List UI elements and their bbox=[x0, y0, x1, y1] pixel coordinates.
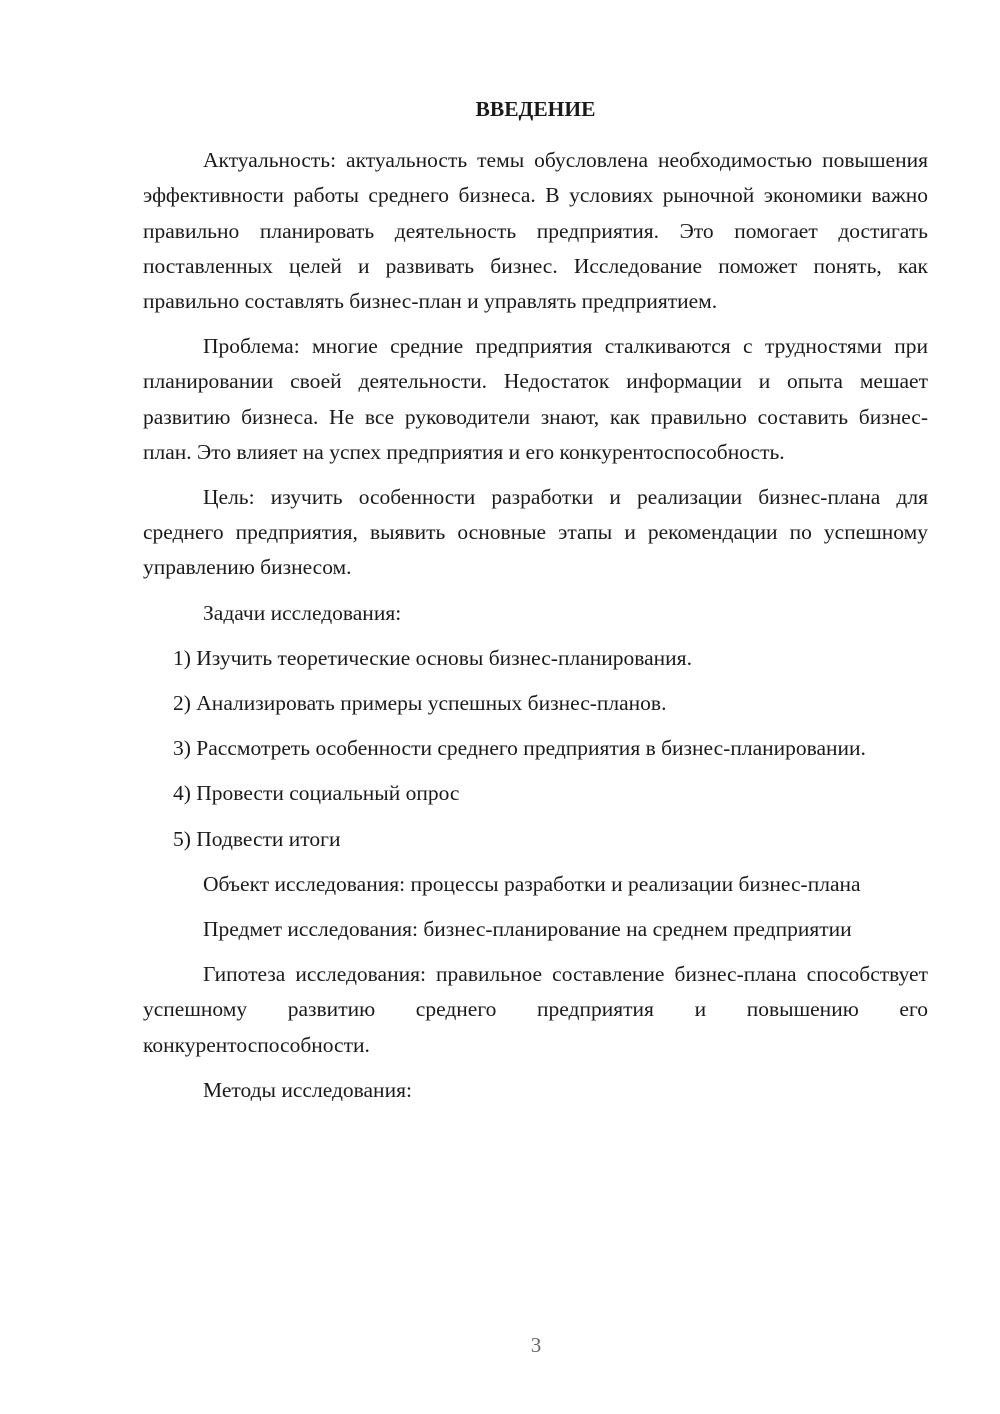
task-item-2: 2) Анализировать примеры успешных бизнес-планов. bbox=[173, 691, 667, 716]
paragraph-relevance: Актуальность: актуальность темы обусловлена необходимостью повышения эффективности работы среднего бизнеса. В условиях рыночной экономики важно правильно планировать деятельность предприятия. Это помогает достигать поставленных целей и развивать бизнес. Исследование поможет понять, как правильно составлять бизнес-план и управлять предприятием. bbox=[143, 148, 928, 314]
task-item-3: 3) Рассмотреть особенности среднего предприятия в бизнес-планировании. bbox=[173, 736, 866, 761]
page-title: ВВЕДЕНИЕ bbox=[475, 97, 596, 121]
methods-heading: Методы исследования: bbox=[203, 1077, 412, 1102]
paragraph-hypothesis: Гипотеза исследования: правильное составление бизнес-плана способствует успешному развитию среднего предприятия и повышению его конкурентоспособности. bbox=[143, 962, 928, 1057]
task-item-4: 4) Провести социальный опрос bbox=[173, 781, 460, 806]
page-number: 3 bbox=[530, 1333, 542, 1357]
task-item-1: 1) Изучить теоретические основы бизнес-планирования. bbox=[173, 645, 692, 670]
paragraph-object: Объект исследования: процессы разработки и реализации бизнес-плана bbox=[203, 871, 861, 896]
paragraph-subject: Предмет исследования: бизнес-планирование на среднем предприятии bbox=[203, 917, 852, 942]
paragraph-problem: Проблема: многие средние предприятия сталкиваются с трудностями при планировании своей деятельности. Недостаток информации и опыта мешает развитию бизнеса. Не все руководители знают, как правильно составить бизнес-план. Это влияет на успех предприятия и его конкурентоспособность. bbox=[143, 334, 928, 464]
document-page bbox=[143, 92, 928, 1118]
task-item-5: 5) Подвести итоги bbox=[173, 826, 341, 851]
tasks-heading: Задачи исследования: bbox=[203, 600, 402, 625]
paragraph-goal: Цель: изучить особенности разработки и реализации бизнес-плана для среднего предприятия, выявить основные этапы и рекомендации по успешному управлению бизнесом. bbox=[143, 485, 928, 580]
